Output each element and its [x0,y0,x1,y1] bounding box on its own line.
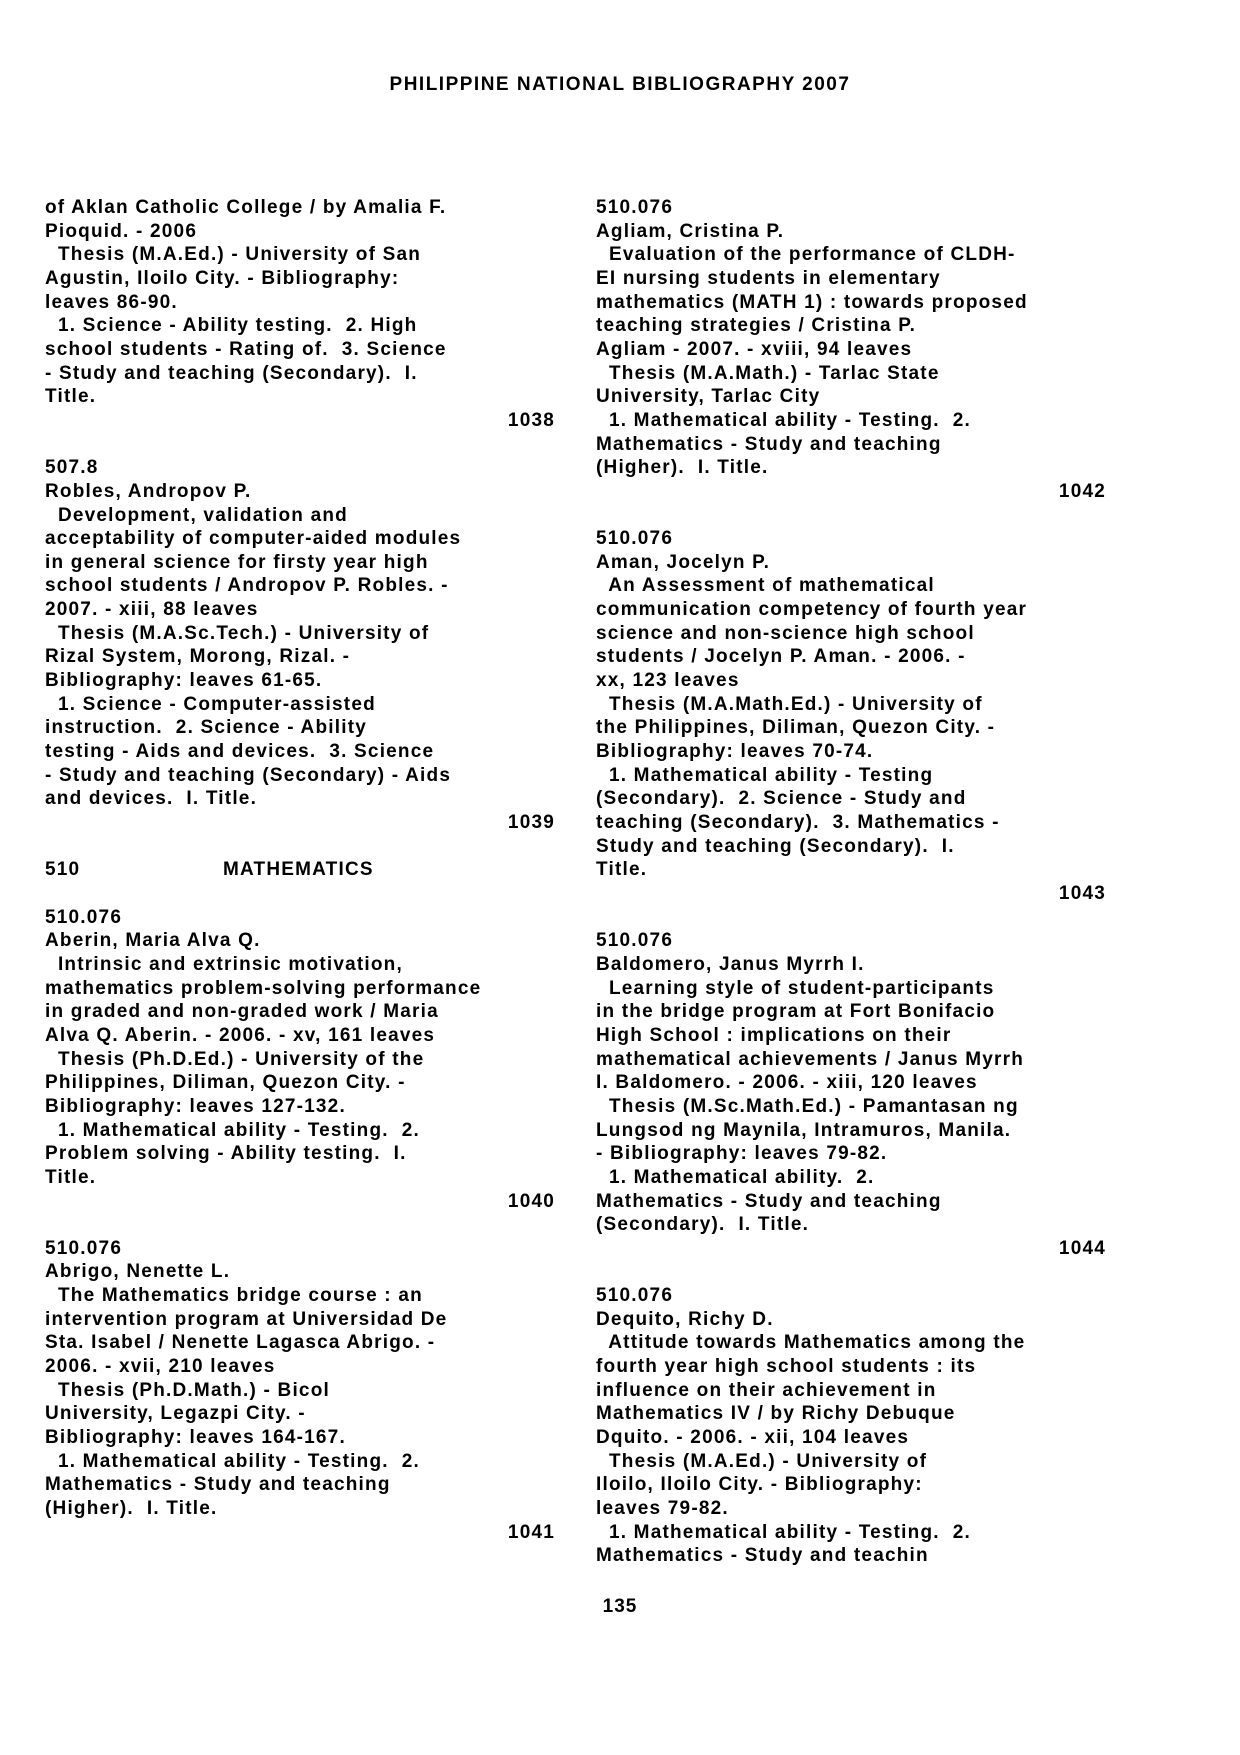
call-number: 510.076 [596,930,674,952]
entry-line: Thesis (M.A.Math.) - Tarlac State [596,362,940,384]
entry-line: teaching strategies / Cristina P. [596,315,917,337]
entry-line: 1. Mathematical ability - Testing [596,764,934,786]
entry-line: leaves 86-90. [45,291,178,313]
entry-line: 2006. - xvii, 210 leaves [45,1356,276,1378]
entry-line: influence on their achievement in [596,1379,937,1401]
entry-line: mathematics (MATH 1) : towards proposed [596,291,1028,313]
entry-line: High School : implications on their [596,1024,952,1046]
entry-line: I. Baldomero. - 2006. - xiii, 120 leaves [596,1072,978,1094]
entry-line: Bibliography: leaves 127-132. [45,1095,346,1117]
entry-line: Attitude towards Mathematics among the [596,1332,1026,1354]
entry-1045 [596,1284,1106,1568]
entry-line: - Study and teaching (Secondary) - Aids [45,764,452,786]
entry-line: 1. Mathematical ability - Testing. 2. [45,1450,420,1472]
call-number: 510.076 [45,906,123,928]
entry-line: Thesis (M.A.Math.Ed.) - University of [596,693,983,715]
author: Dequito, Richy D. [596,1308,774,1330]
call-number: 510.076 [45,1237,123,1259]
entry-line: Bibliography: leaves 61-65. [45,670,323,692]
entry-line: the Philippines, Diliman, Quezon City. - [596,717,996,739]
entry-number: 1041 [507,1521,555,1543]
section-heading [45,858,555,882]
call-number: 510.076 [596,528,674,550]
entry-line: 1. Mathematical ability - Testing. 2. [596,409,971,431]
entry-line: An Assessment of mathematical [596,575,935,597]
entry-line: Lungsod ng Maynila, Intramuros, Manila. [596,1119,1012,1141]
author: Robles, Andropov P. [45,480,252,502]
section-class: 510 [45,859,81,881]
entry-line: 1. Mathematical ability. 2. [596,1166,875,1188]
left-column [45,196,555,1544]
entry-line: Thesis (M.A.Sc.Tech.) - University of [45,622,430,644]
entry-line: in the bridge program at Fort Bonifacio [596,1001,996,1023]
entry-line: Thesis (M.A.Ed.) - University of San [45,244,422,266]
entry-line: xx, 123 leaves [596,670,740,692]
entry-line: school students / Andropov P. Robles. - [45,575,449,597]
entry-line: intervention program at Universidad De [45,1308,448,1330]
entry-1041 [45,1237,555,1545]
entry-1040 [45,906,555,1214]
entry-line: EI nursing students in elementary [596,267,941,289]
entry-line: acceptability of computer-aided modules [45,528,462,550]
entry-line: Agliam - 2007. - xviii, 94 leaves [596,338,913,360]
entry-number: 1040 [507,1190,555,1212]
right-column [596,196,1106,1568]
entry-line: Mathematics - Study and teaching [596,1190,942,1212]
entry-line: Thesis (Ph.D.Math.) - Bicol [45,1379,330,1401]
entry-line: 2007. - xiii, 88 leaves [45,599,259,621]
entry-line: Thesis (M.A.Ed.) - University of [596,1450,928,1472]
entry-line: Development, validation and [45,504,348,526]
entry-line: Title. [596,859,648,881]
entry-line: mathematical achievements / Janus Myrrh [596,1048,1025,1070]
entry-line: Study and teaching (Secondary). I. [596,835,955,857]
entry-line: students / Jocelyn P. Aman. - 2006. - [596,646,966,668]
entry-line: science and non-science high school [596,622,975,644]
entry-line: Sta. Isabel / Nenette Lagasca Abrigo. - [45,1332,436,1354]
entry-line: - Bibliography: leaves 79-82. [596,1143,888,1165]
entry-line: Problem solving - Ability testing. I. [45,1143,407,1165]
call-number: 510.076 [596,197,674,218]
entry-line: 1. Science - Ability testing. 2. High [45,315,418,337]
page-number: 135 [602,1596,638,1617]
entry-line: (Higher). I. Title. [45,1498,218,1520]
author: Abrigo, Nenette L. [45,1261,231,1283]
entry-number: 1039 [507,812,555,834]
entry-line: Rizal System, Morong, Rizal. - [45,646,351,668]
entry-line: teaching (Secondary). 3. Mathematics - [596,812,1000,834]
entry-1039 [45,456,555,835]
entry-continued [45,196,555,433]
entry-line: Bibliography: leaves 164-167. [45,1427,346,1449]
entry-line: Mathematics - Study and teachin [596,1545,929,1567]
entry-line: instruction. 2. Science - Ability [45,717,367,739]
entry-line: mathematics problem-solving performance [45,977,482,999]
author: Aberin, Maria Alva Q. [45,930,261,952]
entry-number: 1044 [1058,1237,1106,1259]
entry-line: in general science for firsty year high [45,551,429,573]
entry-1044 [596,929,1106,1260]
entry-line: Pioquid. - 2006 [45,220,198,242]
entry-line: Iloilo, Iloilo City. - Bibliography: [596,1474,923,1496]
entry-line: Evaluation of the performance of CLDH- [596,244,1016,266]
entry-line: Mathematics IV / by Richy Debuque [596,1403,956,1425]
section-title: MATHEMATICS [223,859,374,881]
author: Aman, Jocelyn P. [596,551,771,573]
entry-line: Title. [45,1166,97,1188]
entry-line: Alva Q. Aberin. - 2006. - xv, 161 leaves [45,1024,436,1046]
entry-number: 1042 [1058,480,1106,502]
entry-line: (Higher). I. Title. [596,457,769,479]
entry-line: 1. Science - Computer-assisted [45,693,376,715]
entry-line: (Secondary). 2. Science - Study and [596,788,967,810]
entry-line: (Secondary). I. Title. [596,1214,810,1236]
entry-line: University, Tarlac City [596,386,821,408]
entry-number: 1043 [1058,883,1106,905]
entry-line: Thesis (M.Sc.Math.Ed.) - Pamantasan ng [596,1095,1019,1117]
entry-line: testing - Aids and devices. 3. Science [45,741,435,763]
entry-line: school students - Rating of. 3. Science [45,338,447,360]
entry-line: fourth year high school students : its [596,1356,977,1378]
entry-line: in graded and non-graded work / Maria [45,1001,439,1023]
entry-line: Dquito. - 2006. - xii, 104 leaves [596,1427,910,1449]
entry-line: Title. [45,386,97,408]
entry-line: Learning style of student-participants [596,977,995,999]
entry-line: Philippines, Diliman, Quezon City. - [45,1072,406,1094]
entry-number: 1038 [507,409,555,431]
entry-line: and devices. I. Title. [45,788,258,810]
entry-line: Intrinsic and extrinsic motivation, [45,953,403,975]
entry-line: Thesis (Ph.D.Ed.) - University of the [45,1048,425,1070]
call-number: 510.076 [596,1285,674,1307]
entry-line: Bibliography: leaves 70-74. [596,741,874,763]
entry-line: Agustin, Iloilo City. - Bibliography: [45,267,400,289]
entry-1043 [596,527,1106,906]
call-number: 507.8 [45,457,99,479]
entry-line: Mathematics - Study and teaching [596,433,942,455]
entry-line: University, Legazpi City. - [45,1403,306,1425]
author: Baldomero, Janus Myrrh I. [596,953,865,975]
entry-line: 1. Mathematical ability - Testing. 2. [596,1521,971,1543]
entry-line: Mathematics - Study and teaching [45,1474,391,1496]
entry-line: of Aklan Catholic College / by Amalia F. [45,197,447,218]
entry-line: leaves 79-82. [596,1498,729,1520]
entry-line: - Study and teaching (Secondary). I. [45,362,418,384]
entry-line: communication competency of fourth year [596,599,1028,621]
entry-1042 [596,196,1106,504]
author: Agliam, Cristina P. [596,220,785,242]
entry-line: The Mathematics bridge course : an [45,1285,423,1307]
page-header: PHILIPPINE NATIONAL BIBLIOGRAPHY 2007 [389,74,851,95]
entry-line: 1. Mathematical ability - Testing. 2. [45,1119,420,1141]
